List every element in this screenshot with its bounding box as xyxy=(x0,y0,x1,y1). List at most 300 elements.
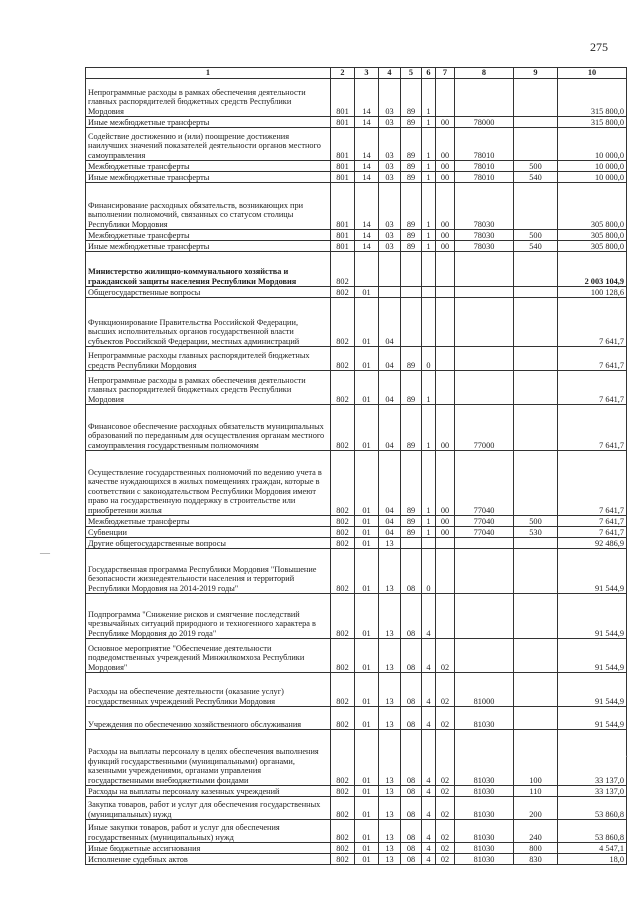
table-row xyxy=(86,79,627,117)
code-event: 00 xyxy=(436,451,455,516)
code-program: 89 xyxy=(401,527,422,538)
code-expense-type xyxy=(514,538,558,549)
item-name: Иные бюджетные ассигнования xyxy=(86,843,331,854)
code-subprogram: 1 xyxy=(422,79,436,117)
table-row xyxy=(86,172,627,183)
code-subprogram: 1 xyxy=(422,161,436,172)
amount: 2 003 104,9 xyxy=(558,252,627,287)
table-row xyxy=(86,128,627,161)
code-subprogram: 1 xyxy=(422,183,436,230)
code-section: 01 xyxy=(355,287,379,298)
code-subsection: 03 xyxy=(379,172,401,183)
table-row xyxy=(86,843,627,854)
code-ministry: 802 xyxy=(331,843,355,854)
table-row xyxy=(86,673,627,707)
amount: 7 641,7 xyxy=(558,516,627,527)
code-section xyxy=(355,252,379,287)
code-ministry: 802 xyxy=(331,298,355,347)
amount: 91 544,9 xyxy=(558,639,627,673)
code-section: 01 xyxy=(355,451,379,516)
item-name: Учреждения по обеспечению хозяйственного обслуживания xyxy=(86,707,331,730)
item-name: Функционирование Правительства Российской Федерации, высших исполнительных органов государственной власти субъектов Российской Федерации, местных администраций xyxy=(86,298,331,347)
code-subsection: 04 xyxy=(379,516,401,527)
table-row xyxy=(86,405,627,451)
code-expense-type xyxy=(514,707,558,730)
code-expense-type: 500 xyxy=(514,516,558,527)
code-direction: 78000 xyxy=(455,117,514,128)
code-subprogram: 1 xyxy=(422,117,436,128)
code-subprogram: 4 xyxy=(422,854,436,865)
amount: 10 000,0 xyxy=(558,172,627,183)
code-section: 01 xyxy=(355,347,379,371)
item-name: Непрограммные расходы в рамках обеспечения деятельности главных распорядителей бюджетных средств Республики Мордовия xyxy=(86,371,331,405)
code-subprogram: 4 xyxy=(422,639,436,673)
code-expense-type xyxy=(514,451,558,516)
code-ministry: 802 xyxy=(331,639,355,673)
code-subprogram: 4 xyxy=(422,797,436,820)
code-event: 00 xyxy=(436,183,455,230)
code-event: 02 xyxy=(436,707,455,730)
amount: 7 641,7 xyxy=(558,371,627,405)
code-subprogram: 1 xyxy=(422,405,436,451)
code-program: 89 xyxy=(401,117,422,128)
code-expense-type: 110 xyxy=(514,786,558,797)
code-section: 01 xyxy=(355,854,379,865)
code-direction: 81030 xyxy=(455,843,514,854)
item-name: Межбюджетные трансферты xyxy=(86,516,331,527)
code-event: 02 xyxy=(436,730,455,786)
table-row xyxy=(86,161,627,172)
code-expense-type xyxy=(514,594,558,639)
code-event: 00 xyxy=(436,172,455,183)
code-expense-type xyxy=(514,128,558,161)
code-direction: 81030 xyxy=(455,854,514,865)
amount: 4 547,1 xyxy=(558,843,627,854)
code-subprogram: 1 xyxy=(422,128,436,161)
item-name: Расходы на выплаты персоналу казенных учреждений xyxy=(86,786,331,797)
code-direction xyxy=(455,549,514,594)
code-ministry: 801 xyxy=(331,183,355,230)
code-subsection: 04 xyxy=(379,527,401,538)
code-section: 14 xyxy=(355,241,379,252)
code-event: 00 xyxy=(436,128,455,161)
code-event: 02 xyxy=(436,639,455,673)
code-program xyxy=(401,252,422,287)
item-name: Иные межбюджетные трансферты xyxy=(86,241,331,252)
code-ministry: 802 xyxy=(331,252,355,287)
amount: 7 641,7 xyxy=(558,451,627,516)
code-program: 08 xyxy=(401,854,422,865)
code-subprogram: 4 xyxy=(422,820,436,843)
code-subsection: 03 xyxy=(379,128,401,161)
code-subprogram: 0 xyxy=(422,347,436,371)
code-direction: 81000 xyxy=(455,673,514,707)
code-program: 08 xyxy=(401,843,422,854)
code-expense-type xyxy=(514,549,558,594)
code-event: 02 xyxy=(436,797,455,820)
table-row xyxy=(86,183,627,230)
code-subsection: 13 xyxy=(379,797,401,820)
column-header: 9 xyxy=(514,68,558,79)
item-name: Содействие достижению и (или) поощрение достижения наилучших значений показателей деятельности органов местного самоуправления xyxy=(86,128,331,161)
item-name: Основное мероприятие "Обеспечение деятельности подведомственных учреждений Минжилкомхоза Республики Мордовия" xyxy=(86,639,331,673)
code-direction xyxy=(455,79,514,117)
code-section: 01 xyxy=(355,797,379,820)
code-subprogram: 1 xyxy=(422,527,436,538)
column-header: 2 xyxy=(331,68,355,79)
amount: 7 641,7 xyxy=(558,405,627,451)
code-section: 01 xyxy=(355,371,379,405)
code-expense-type xyxy=(514,405,558,451)
code-direction: 78030 xyxy=(455,183,514,230)
item-name: Общегосударственные вопросы xyxy=(86,287,331,298)
code-event: 00 xyxy=(436,527,455,538)
column-header: 4 xyxy=(379,68,401,79)
code-section: 14 xyxy=(355,128,379,161)
code-ministry: 802 xyxy=(331,287,355,298)
code-direction: 78010 xyxy=(455,128,514,161)
table-row xyxy=(86,549,627,594)
column-header: 1 xyxy=(86,68,331,79)
code-program: 08 xyxy=(401,820,422,843)
table-row xyxy=(86,786,627,797)
code-program: 08 xyxy=(401,707,422,730)
amount: 18,0 xyxy=(558,854,627,865)
item-name: Расходы на обеспечение деятельности (оказание услуг) государственных учреждений Республики Мордовия xyxy=(86,673,331,707)
code-expense-type: 100 xyxy=(514,730,558,786)
code-section: 01 xyxy=(355,594,379,639)
code-event: 02 xyxy=(436,843,455,854)
code-section: 01 xyxy=(355,843,379,854)
code-ministry: 802 xyxy=(331,527,355,538)
item-name: Межбюджетные трансферты xyxy=(86,230,331,241)
item-name: Осуществление государственных полномочий по ведению учета в качестве нуждающихся в жилых помещениях граждан, которые в соответствии с законодательством Республики Мордовия имеют право на государственную поддержку в строительстве или приобретении жилья xyxy=(86,451,331,516)
code-subsection: 13 xyxy=(379,730,401,786)
code-event: 02 xyxy=(436,820,455,843)
code-event: 02 xyxy=(436,673,455,707)
code-event: 00 xyxy=(436,230,455,241)
code-subsection xyxy=(379,252,401,287)
code-ministry: 802 xyxy=(331,549,355,594)
column-header: 8 xyxy=(455,68,514,79)
code-program: 08 xyxy=(401,673,422,707)
code-expense-type: 500 xyxy=(514,161,558,172)
code-expense-type xyxy=(514,117,558,128)
code-section: 01 xyxy=(355,405,379,451)
code-subsection: 03 xyxy=(379,161,401,172)
code-program: 08 xyxy=(401,549,422,594)
code-expense-type: 240 xyxy=(514,820,558,843)
item-name: Расходы на выплаты персоналу в целях обеспечения выполнения функций государственными (муниципальными) органами, казенными учреждениями, органами управления государственными внебюджетными фондами xyxy=(86,730,331,786)
table-row xyxy=(86,527,627,538)
item-name: Министерство жилищно-коммунального хозяйства и гражданской защиты населения Республики Мордовия xyxy=(86,252,331,287)
code-direction: 78010 xyxy=(455,172,514,183)
item-name: Финансирование расходных обязательств, возникающих при выполнении полномочий, связанных со статусом столицы Республики Мордовия xyxy=(86,183,331,230)
amount: 91 544,9 xyxy=(558,673,627,707)
code-expense-type xyxy=(514,371,558,405)
code-expense-type: 830 xyxy=(514,854,558,865)
amount: 7 641,7 xyxy=(558,347,627,371)
code-direction xyxy=(455,252,514,287)
code-program: 89 xyxy=(401,371,422,405)
code-event xyxy=(436,298,455,347)
item-name: Государственная программа Республики Мордовия "Повышение безопасности жизнедеятельности населения и территорий Республики Мордовия на 2014-2019 годы" xyxy=(86,549,331,594)
item-name: Иные закупки товаров, работ и услуг для обеспечения государственных (муниципальных) нужд xyxy=(86,820,331,843)
code-subprogram: 4 xyxy=(422,707,436,730)
code-direction: 78010 xyxy=(455,161,514,172)
amount: 91 544,9 xyxy=(558,594,627,639)
code-direction: 81030 xyxy=(455,730,514,786)
code-subsection: 03 xyxy=(379,117,401,128)
code-ministry: 801 xyxy=(331,172,355,183)
code-subprogram xyxy=(422,252,436,287)
code-program: 89 xyxy=(401,405,422,451)
code-event xyxy=(436,549,455,594)
code-subprogram: 1 xyxy=(422,241,436,252)
table-header-row xyxy=(86,68,627,79)
code-expense-type xyxy=(514,347,558,371)
code-program: 08 xyxy=(401,594,422,639)
code-direction xyxy=(455,347,514,371)
code-subprogram: 4 xyxy=(422,786,436,797)
code-direction: 77040 xyxy=(455,516,514,527)
code-expense-type: 500 xyxy=(514,230,558,241)
code-section: 01 xyxy=(355,516,379,527)
code-subsection: 13 xyxy=(379,549,401,594)
code-ministry: 802 xyxy=(331,516,355,527)
code-ministry: 802 xyxy=(331,820,355,843)
table-row xyxy=(86,538,627,549)
amount: 91 544,9 xyxy=(558,707,627,730)
item-name: Подпрограмма "Снижение рисков и смягчение последствий чрезвычайных ситуаций природного и техногенного характера в Республике Мордовия до 2019 года" xyxy=(86,594,331,639)
code-subprogram: 4 xyxy=(422,594,436,639)
code-subsection: 13 xyxy=(379,786,401,797)
code-subsection: 13 xyxy=(379,843,401,854)
code-subsection: 04 xyxy=(379,298,401,347)
amount: 10 000,0 xyxy=(558,128,627,161)
table-row xyxy=(86,371,627,405)
code-program: 89 xyxy=(401,161,422,172)
code-subsection: 13 xyxy=(379,854,401,865)
code-subprogram: 4 xyxy=(422,843,436,854)
table-row xyxy=(86,516,627,527)
amount: 33 137,0 xyxy=(558,730,627,786)
code-direction xyxy=(455,594,514,639)
table-row xyxy=(86,639,627,673)
code-section: 01 xyxy=(355,730,379,786)
code-program xyxy=(401,287,422,298)
code-section: 01 xyxy=(355,786,379,797)
amount: 10 000,0 xyxy=(558,161,627,172)
table-row xyxy=(86,594,627,639)
code-direction xyxy=(455,298,514,347)
amount: 92 486,9 xyxy=(558,538,627,549)
code-subsection: 13 xyxy=(379,538,401,549)
code-subprogram: 1 xyxy=(422,451,436,516)
code-expense-type xyxy=(514,639,558,673)
code-program: 89 xyxy=(401,230,422,241)
column-header: 3 xyxy=(355,68,379,79)
code-section: 01 xyxy=(355,298,379,347)
code-section: 01 xyxy=(355,538,379,549)
code-section: 01 xyxy=(355,673,379,707)
code-expense-type xyxy=(514,183,558,230)
code-ministry: 801 xyxy=(331,79,355,117)
amount: 315 800,0 xyxy=(558,79,627,117)
code-ministry: 801 xyxy=(331,117,355,128)
code-expense-type: 540 xyxy=(514,172,558,183)
code-ministry: 802 xyxy=(331,673,355,707)
code-direction: 77000 xyxy=(455,405,514,451)
code-program xyxy=(401,298,422,347)
code-direction: 81030 xyxy=(455,786,514,797)
code-section: 01 xyxy=(355,707,379,730)
code-section: 14 xyxy=(355,79,379,117)
amount: 53 860,8 xyxy=(558,797,627,820)
code-event: 00 xyxy=(436,161,455,172)
code-section: 01 xyxy=(355,549,379,594)
table-row xyxy=(86,451,627,516)
code-direction: 81030 xyxy=(455,797,514,820)
code-event xyxy=(436,371,455,405)
code-program: 08 xyxy=(401,797,422,820)
code-event: 00 xyxy=(436,516,455,527)
code-expense-type xyxy=(514,79,558,117)
code-program: 08 xyxy=(401,786,422,797)
column-header: 6 xyxy=(422,68,436,79)
code-direction: 77040 xyxy=(455,527,514,538)
code-ministry: 802 xyxy=(331,451,355,516)
column-header: 7 xyxy=(436,68,455,79)
table-row xyxy=(86,797,627,820)
budget-table xyxy=(85,67,627,865)
code-subprogram: 0 xyxy=(422,549,436,594)
table-row xyxy=(86,287,627,298)
margin-dash: — xyxy=(40,548,50,559)
code-event xyxy=(436,538,455,549)
table-row xyxy=(86,347,627,371)
amount: 91 544,9 xyxy=(558,549,627,594)
code-subprogram: 1 xyxy=(422,371,436,405)
column-header: 5 xyxy=(401,68,422,79)
item-name: Другие общегосударственные вопросы xyxy=(86,538,331,549)
code-subprogram: 1 xyxy=(422,172,436,183)
code-ministry: 802 xyxy=(331,405,355,451)
code-program: 89 xyxy=(401,347,422,371)
code-section: 14 xyxy=(355,161,379,172)
code-subprogram xyxy=(422,298,436,347)
amount: 53 860,8 xyxy=(558,820,627,843)
table-row xyxy=(86,241,627,252)
code-ministry: 802 xyxy=(331,707,355,730)
code-event xyxy=(436,347,455,371)
code-section: 14 xyxy=(355,117,379,128)
code-expense-type xyxy=(514,298,558,347)
code-event xyxy=(436,287,455,298)
code-direction: 77040 xyxy=(455,451,514,516)
item-name: Закупка товаров, работ и услуг для обеспечения государственных (муниципальных) нужд xyxy=(86,797,331,820)
code-subprogram xyxy=(422,538,436,549)
code-subsection: 03 xyxy=(379,241,401,252)
code-subprogram: 1 xyxy=(422,230,436,241)
item-name: Иные межбюджетные трансферты xyxy=(86,172,331,183)
item-name: Иные межбюджетные трансферты xyxy=(86,117,331,128)
code-event xyxy=(436,79,455,117)
table-row xyxy=(86,298,627,347)
code-subsection: 03 xyxy=(379,183,401,230)
code-event: 00 xyxy=(436,241,455,252)
table-row xyxy=(86,117,627,128)
code-program: 89 xyxy=(401,183,422,230)
code-ministry: 802 xyxy=(331,730,355,786)
table-row xyxy=(86,252,627,287)
item-name: Субвенции xyxy=(86,527,331,538)
code-ministry: 802 xyxy=(331,371,355,405)
code-event: 02 xyxy=(436,786,455,797)
code-subsection: 03 xyxy=(379,79,401,117)
code-direction: 78030 xyxy=(455,230,514,241)
code-program: 89 xyxy=(401,79,422,117)
code-section: 14 xyxy=(355,230,379,241)
item-name: Непрограммные расходы главных распорядителей бюджетных средств Республики Мордовия xyxy=(86,347,331,371)
code-direction xyxy=(455,371,514,405)
code-section: 01 xyxy=(355,527,379,538)
code-event: 00 xyxy=(436,405,455,451)
code-program: 08 xyxy=(401,730,422,786)
code-event: 02 xyxy=(436,854,455,865)
code-expense-type xyxy=(514,252,558,287)
code-event xyxy=(436,252,455,287)
item-name: Непрограммные расходы в рамках обеспечения деятельности главных распорядителей бюджетных средств Республики Мордовия xyxy=(86,79,331,117)
page-number: 275 xyxy=(590,40,608,54)
code-program: 89 xyxy=(401,241,422,252)
column-header: 10 xyxy=(558,68,627,79)
code-expense-type: 200 xyxy=(514,797,558,820)
code-expense-type: 530 xyxy=(514,527,558,538)
code-program: 89 xyxy=(401,516,422,527)
code-event: 00 xyxy=(436,117,455,128)
code-event xyxy=(436,594,455,639)
code-subsection: 04 xyxy=(379,405,401,451)
code-direction xyxy=(455,287,514,298)
code-subsection: 13 xyxy=(379,820,401,843)
code-ministry: 802 xyxy=(331,594,355,639)
code-direction xyxy=(455,639,514,673)
code-program: 08 xyxy=(401,639,422,673)
code-section: 01 xyxy=(355,820,379,843)
amount: 305 800,0 xyxy=(558,241,627,252)
code-subsection: 04 xyxy=(379,451,401,516)
code-subsection: 13 xyxy=(379,639,401,673)
amount: 7 641,7 xyxy=(558,298,627,347)
code-expense-type xyxy=(514,673,558,707)
item-name: Финансовое обеспечение расходных обязательств муниципальных образований по переданным для осуществления органам местного самоуправления государственным полномочиям xyxy=(86,405,331,451)
code-subsection xyxy=(379,287,401,298)
table-row xyxy=(86,707,627,730)
code-subprogram: 4 xyxy=(422,730,436,786)
code-subsection: 03 xyxy=(379,230,401,241)
code-ministry: 802 xyxy=(331,786,355,797)
table-row xyxy=(86,820,627,843)
code-ministry: 802 xyxy=(331,538,355,549)
amount: 7 641,7 xyxy=(558,527,627,538)
code-ministry: 802 xyxy=(331,854,355,865)
code-program xyxy=(401,538,422,549)
code-direction: 78030 xyxy=(455,241,514,252)
amount: 315 800,0 xyxy=(558,117,627,128)
code-direction: 81030 xyxy=(455,820,514,843)
code-ministry: 801 xyxy=(331,230,355,241)
